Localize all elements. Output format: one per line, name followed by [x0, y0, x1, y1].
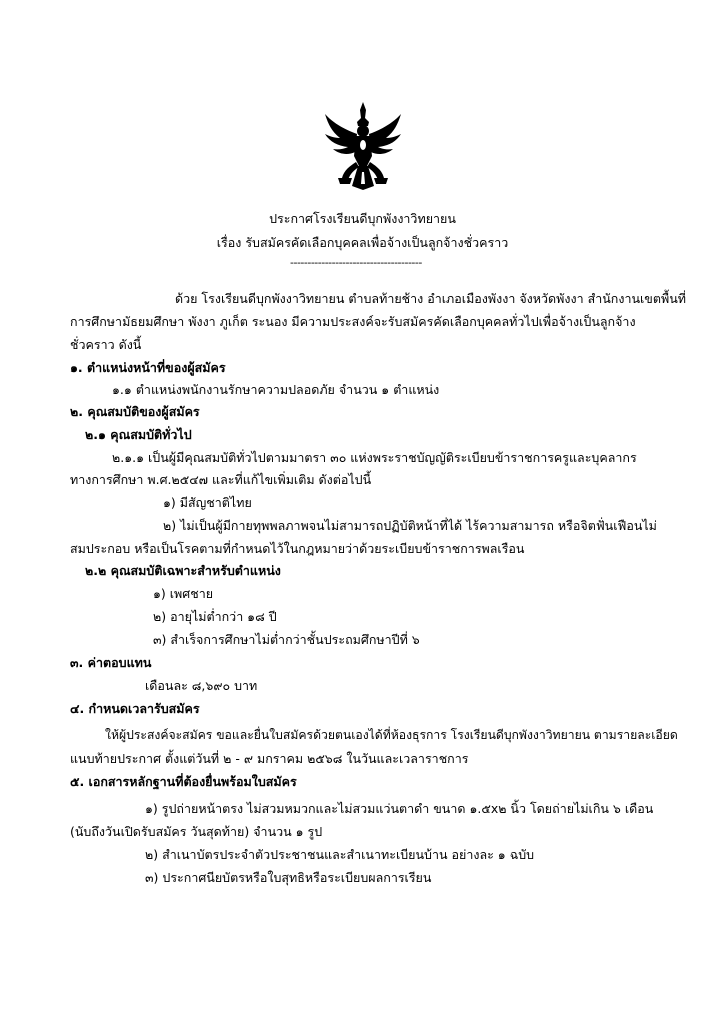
- general-qualification-2-line-1: ๒) ไม่เป็นผู้มีกายทุพพลภาพจนไม่สามารถปฏิบัติหน้าที่ได้ ไร้ความสามารถ หรือจิตฟั่นเฟือนไม่: [163, 518, 657, 533]
- general-qualification-1: ๑) มีสัญชาติไทย: [163, 495, 252, 510]
- document-subject: เรื่อง รับสมัครคัดเลือกบุคคลเพื่อจ้างเป็นลูกจ้างชั่วคราว: [216, 235, 509, 250]
- garuda-emblem-icon: [322, 100, 404, 192]
- section-2-1-1-line-1: ๒.๑.๑ เป็นผู้มีคุณสมบัติทั่วไปตามมาตรา ๓๐ แห่งพระราชบัญญัติระเบียบข้าราชการครูและบุคลากร: [112, 450, 637, 465]
- section-1-item-1: ๑.๑ ตำแหน่งพนักงานรักษาความปลอดภัย จำนวน ๑ ตำแหน่ง: [112, 382, 440, 397]
- specific-qualification-3: ๓) สำเร็จการศึกษาไม่ต่ำกว่าชั้นประถมศึกษาปีที่ ๖: [153, 632, 420, 647]
- section-4-line-2: แนบท้ายประกาศ ตั้งแต่วันที่ ๒ - ๙ มกราคม ๒๕๖๘ ในวันและเวลาราชการ: [70, 751, 469, 766]
- monthly-pay: เดือนละ ๘,๖๙๐ บาท: [145, 678, 258, 693]
- section-3-heading: ๓. ค่าตอบแทน: [70, 655, 152, 670]
- section-4-line-1: ให้ผู้ประสงค์จะสมัคร ขอและยื่นใบสมัครด้วยตนเองได้ที่ห้องธุรการ โรงเรียนดีบุกพังงาวิทยายน ตามรายละเอียด: [105, 728, 678, 742]
- specific-qualification-2: ๒) อายุไม่ต่ำกว่า ๑๘ ปี: [153, 609, 277, 624]
- title-divider: --------------------------------------: [290, 256, 422, 269]
- section-4-heading: ๔. กำหนดเวลารับสมัคร: [70, 701, 200, 716]
- general-qualification-2-line-2: สมประกอบ หรือเป็นโรคตามที่กำหนดไว้ในกฎหมายว่าด้วยระเบียบข้าราชการพลเรือน: [70, 541, 525, 556]
- section-2-2-heading: ๒.๒ คุณสมบัติเฉพาะสำหรับตำแหน่ง: [85, 563, 281, 578]
- intro-line-3: ชั่วคราว ดังนี้: [70, 337, 142, 352]
- specific-qualification-1: ๑) เพศชาย: [153, 586, 214, 601]
- section-2-heading: ๒. คุณสมบัติของผู้สมัคร: [70, 404, 200, 419]
- intro-line-2: การศึกษามัธยมศึกษา พังงา ภูเก็ต ระนอง มีความประสงค์จะรับสมัครคัดเลือกบุคคลทั่วไปเพื่อจ้างเป็นลูกจ้าง: [70, 314, 636, 329]
- document-1-line-2: (นับถึงวันเปิดรับสมัคร วันสุดท้าย) จำนวน ๑ รูป: [70, 824, 323, 839]
- document-1-line-1: ๑) รูปถ่ายหน้าตรง ไม่สวมหมวกและไม่สวมแว่นตาดำ ขนาด ๑.๕x๒ นิ้ว โดยถ่ายไม่เกิน ๖ เดือน: [145, 801, 654, 816]
- section-5-heading: ๕. เอกสารหลักฐานที่ต้องยื่นพร้อมใบสมัคร: [70, 774, 297, 789]
- section-2-1-1-line-2: ทางการศึกษา พ.ศ.๒๕๔๗ และที่แก้ไขเพิ่มเติม ดังต่อไปนี้: [70, 472, 372, 487]
- document-title: ประกาศโรงเรียนดีบุกพังงาวิทยายน: [269, 211, 456, 226]
- document-2: ๒) สำเนาบัตรประจำตัวประชาชนและสำเนาทะเบียนบ้าน อย่างละ ๑ ฉบับ: [145, 847, 535, 862]
- document-3: ๓) ประกาศนียบัตรหรือใบสุทธิหรือระเบียบผลการเรียน: [145, 870, 432, 885]
- section-2-1-heading: ๒.๑ คุณสมบัติทั่วไป: [85, 427, 192, 442]
- intro-line-1: ด้วย โรงเรียนดีบุกพังงาวิทยายน ตำบลท้ายช้าง อำเภอเมืองพังงา จังหวัดพังงา สำนักงานเขตพื้นที่: [175, 291, 686, 306]
- section-1-heading: ๑. ตำแหน่งหน้าที่ของผู้สมัคร: [70, 360, 226, 375]
